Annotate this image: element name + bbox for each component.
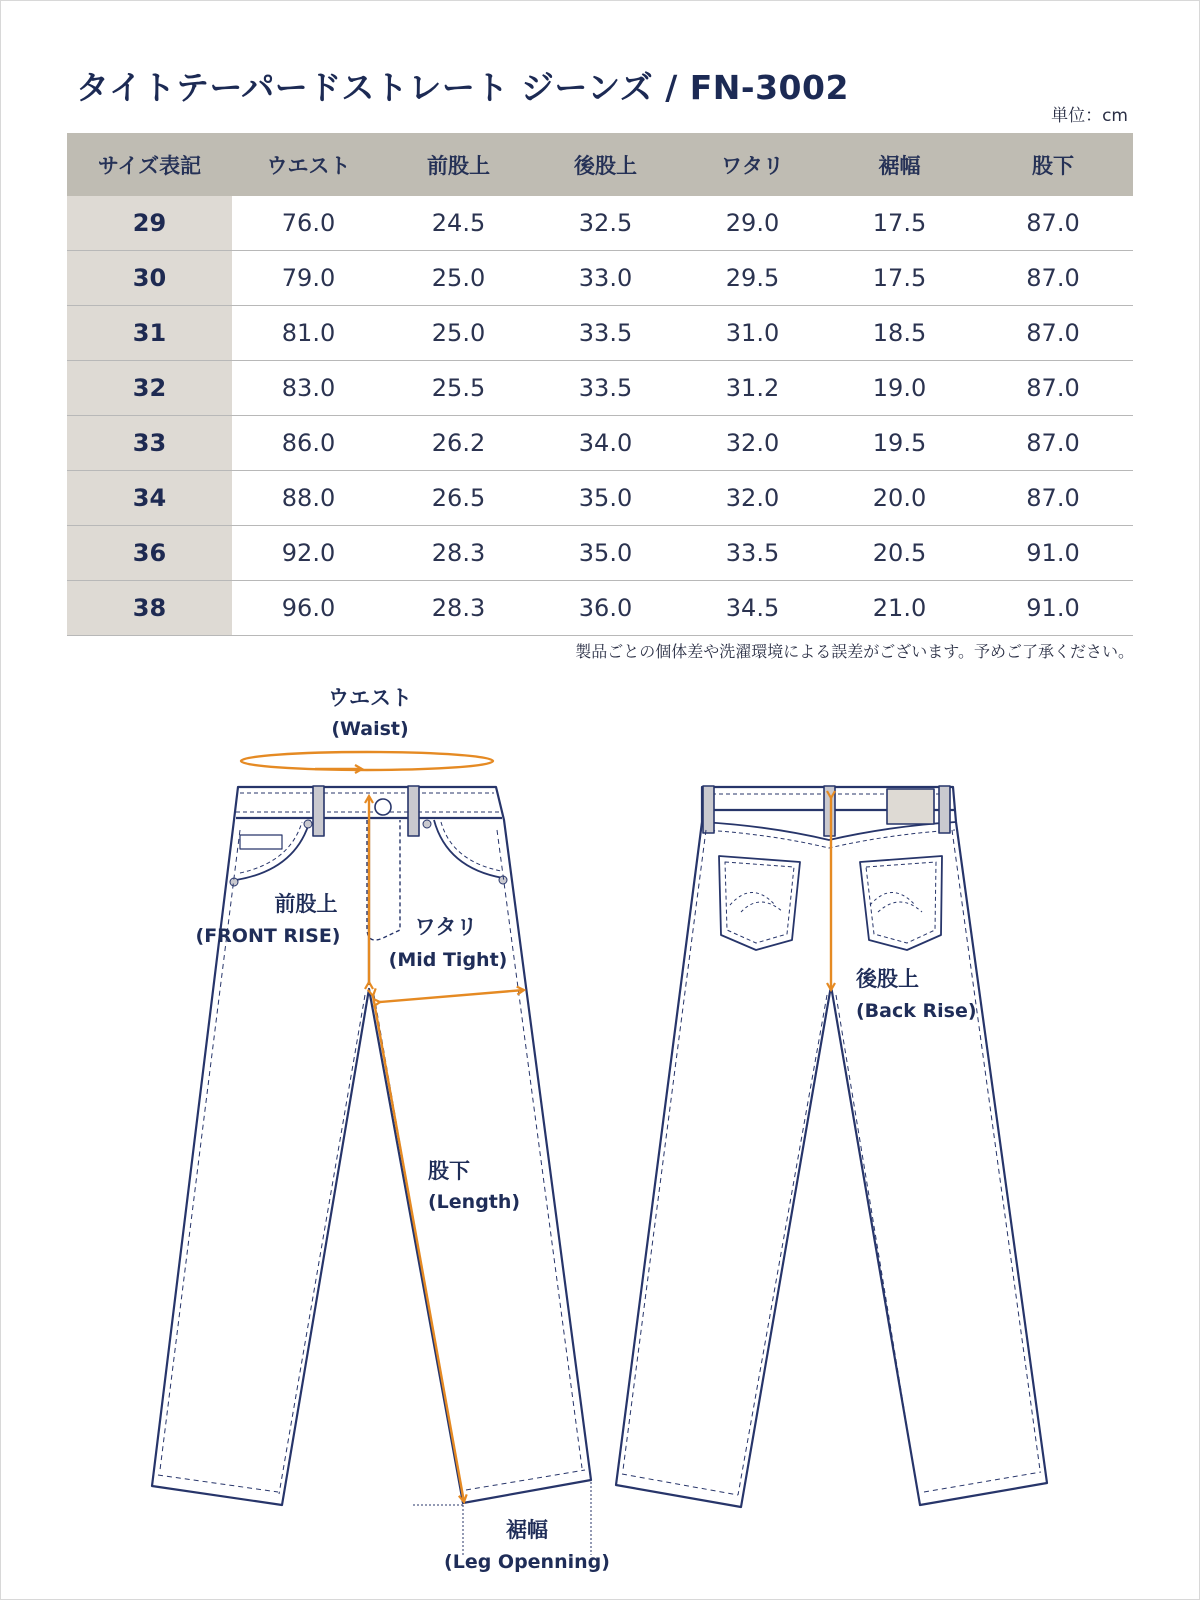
table-cell: 20.0 bbox=[826, 471, 973, 526]
table-cell: 83.0 bbox=[232, 361, 385, 416]
table-cell: 87.0 bbox=[973, 416, 1133, 471]
jeans-front-illustration bbox=[152, 786, 591, 1505]
table-cell: 26.2 bbox=[385, 416, 532, 471]
table-cell: 19.5 bbox=[826, 416, 973, 471]
table-cell: 29.5 bbox=[679, 251, 826, 306]
table-cell: 28.3 bbox=[385, 526, 532, 581]
front-rise-label-jp: 前股上 bbox=[274, 892, 338, 916]
mid-thigh-label-jp: ワタリ bbox=[414, 915, 478, 939]
table-cell: 33.5 bbox=[532, 306, 679, 361]
size-cell: 30 bbox=[67, 251, 232, 306]
waist-measure-ellipse bbox=[241, 752, 493, 770]
header-thigh: ワタリ bbox=[679, 133, 826, 196]
size-cell: 36 bbox=[67, 526, 232, 581]
table-cell: 20.5 bbox=[826, 526, 973, 581]
table-cell: 81.0 bbox=[232, 306, 385, 361]
table-cell: 18.5 bbox=[826, 306, 973, 361]
page-title: タイトテーパードストレート ジーンズ / FN-3002 bbox=[76, 68, 849, 107]
size-cell: 31 bbox=[67, 306, 232, 361]
disclaimer-note: 製品ごとの個体差や洗濯環境による誤差がございます。予めご了承ください。 bbox=[575, 642, 1134, 661]
table-cell: 36.0 bbox=[532, 581, 679, 636]
table-cell: 17.5 bbox=[826, 251, 973, 306]
table-cell: 31.0 bbox=[679, 306, 826, 361]
table-cell: 32.5 bbox=[532, 196, 679, 251]
header-front-rise: 前股上 bbox=[385, 133, 532, 196]
table-cell: 87.0 bbox=[973, 361, 1133, 416]
size-cell: 34 bbox=[67, 471, 232, 526]
table-cell: 33.5 bbox=[679, 526, 826, 581]
back-rise-label-en: (Back Rise) bbox=[856, 1000, 977, 1022]
mid-thigh-label-en: (Mid Tight) bbox=[388, 949, 508, 971]
table-cell: 28.3 bbox=[385, 581, 532, 636]
table-cell: 87.0 bbox=[973, 471, 1133, 526]
unit-label: 単位：cm bbox=[1051, 106, 1128, 126]
waist-label-jp: ウエスト bbox=[328, 686, 412, 710]
table-cell: 87.0 bbox=[973, 196, 1133, 251]
table-cell: 25.0 bbox=[385, 251, 532, 306]
table-cell: 33.0 bbox=[532, 251, 679, 306]
table-cell: 34.5 bbox=[679, 581, 826, 636]
table-cell: 32.0 bbox=[679, 416, 826, 471]
table-cell: 24.5 bbox=[385, 196, 532, 251]
leg-opening-label-en: (Leg Openning) bbox=[444, 1551, 610, 1573]
table-cell: 35.0 bbox=[532, 471, 679, 526]
table-cell: 17.5 bbox=[826, 196, 973, 251]
leg-opening-label-jp: 裾幅 bbox=[506, 1518, 548, 1542]
size-cell: 32 bbox=[67, 361, 232, 416]
length-label-en: (Length) bbox=[428, 1191, 521, 1213]
header-size: サイズ表記 bbox=[67, 133, 232, 196]
table-cell: 91.0 bbox=[973, 581, 1133, 636]
size-cell: 29 bbox=[67, 196, 232, 251]
table-cell: 86.0 bbox=[232, 416, 385, 471]
header-waist: ウエスト bbox=[232, 133, 385, 196]
table-cell: 79.0 bbox=[232, 251, 385, 306]
table-cell: 35.0 bbox=[532, 526, 679, 581]
table-cell: 91.0 bbox=[973, 526, 1133, 581]
header-back-rise: 後股上 bbox=[532, 133, 679, 196]
table-cell: 25.5 bbox=[385, 361, 532, 416]
table-cell: 33.5 bbox=[532, 361, 679, 416]
table-cell: 87.0 bbox=[973, 306, 1133, 361]
table-cell: 87.0 bbox=[973, 251, 1133, 306]
table-cell: 32.0 bbox=[679, 471, 826, 526]
table-cell: 31.2 bbox=[679, 361, 826, 416]
table-cell: 88.0 bbox=[232, 471, 385, 526]
table-cell: 92.0 bbox=[232, 526, 385, 581]
table-cell: 96.0 bbox=[232, 581, 385, 636]
front-rise-label-en: (FRONT RISE) bbox=[195, 925, 341, 947]
length-label-jp: 股下 bbox=[428, 1159, 470, 1183]
size-cell: 38 bbox=[67, 581, 232, 636]
size-cell: 33 bbox=[67, 416, 232, 471]
waist-label-en: (Waist) bbox=[331, 718, 409, 740]
table-cell: 34.0 bbox=[532, 416, 679, 471]
table-cell: 29.0 bbox=[679, 196, 826, 251]
table-cell: 25.0 bbox=[385, 306, 532, 361]
header-inseam: 股下 bbox=[973, 133, 1133, 196]
table-cell: 21.0 bbox=[826, 581, 973, 636]
table-cell: 76.0 bbox=[232, 196, 385, 251]
table-cell: 26.5 bbox=[385, 471, 532, 526]
back-rise-label-jp: 後股上 bbox=[856, 967, 919, 991]
header-leg-opening: 裾幅 bbox=[826, 133, 973, 196]
table-cell: 19.0 bbox=[826, 361, 973, 416]
